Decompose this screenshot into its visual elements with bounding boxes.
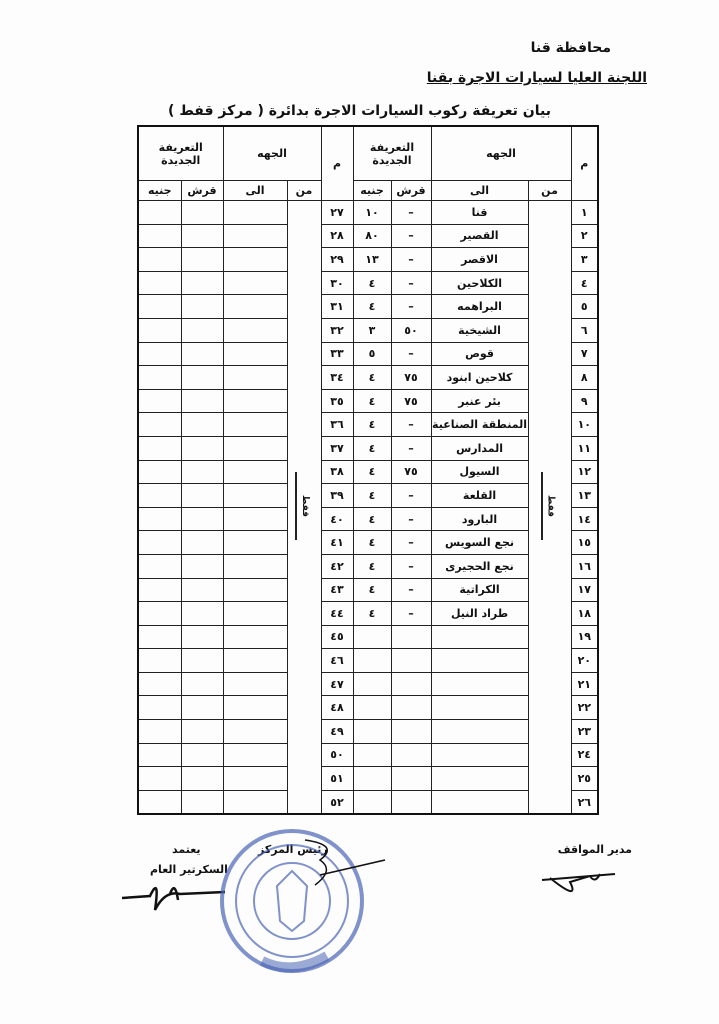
from-value-2: قفط — [295, 472, 313, 540]
pound-cell-2 — [138, 295, 181, 319]
col-direction-2: الجهه — [223, 126, 321, 181]
to-cell-2 — [223, 366, 287, 390]
from-cell-2 — [287, 201, 321, 815]
piaster-cell-2 — [181, 720, 223, 744]
piaster-cell: – — [391, 271, 431, 295]
pound-cell: ٣ — [353, 318, 391, 342]
to-cell: المنطقة الصناعية — [431, 413, 528, 437]
pound-cell: ٤ — [353, 554, 391, 578]
row-number: ١٦ — [571, 554, 598, 578]
row-number-2: ٤٢ — [321, 554, 353, 578]
col-to: الى — [431, 181, 528, 201]
row-number: ٢٥ — [571, 767, 598, 791]
col-pound: جنيه — [353, 181, 391, 201]
row-number: ٢٣ — [571, 720, 598, 744]
to-cell: القلعة — [431, 484, 528, 508]
to-cell-2 — [223, 413, 287, 437]
row-number-2: ٤٤ — [321, 602, 353, 626]
to-cell-2 — [223, 602, 287, 626]
piaster-cell-2 — [181, 224, 223, 248]
to-cell: طراد النيل — [431, 602, 528, 626]
to-cell-2 — [223, 720, 287, 744]
to-cell-2 — [223, 484, 287, 508]
piaster-cell-2 — [181, 743, 223, 767]
row-number-2: ٤٧ — [321, 672, 353, 696]
piaster-cell-2 — [181, 554, 223, 578]
pound-cell: ٤ — [353, 413, 391, 437]
piaster-cell-2 — [181, 790, 223, 814]
row-number: ١٢ — [571, 460, 598, 484]
row-number: ٩ — [571, 389, 598, 413]
pound-cell: ٤ — [353, 460, 391, 484]
piaster-cell: – — [391, 224, 431, 248]
row-number-2: ٥٠ — [321, 743, 353, 767]
to-cell: نجع الحجيرى — [431, 554, 528, 578]
from-cell — [528, 201, 571, 815]
row-number: ٢٢ — [571, 696, 598, 720]
to-cell-2 — [223, 625, 287, 649]
to-cell-2 — [223, 531, 287, 555]
to-cell-2 — [223, 790, 287, 814]
piaster-cell-2 — [181, 436, 223, 460]
row-number-2: ٣٢ — [321, 318, 353, 342]
piaster-cell-2 — [181, 271, 223, 295]
to-cell-2 — [223, 507, 287, 531]
piaster-cell-2 — [181, 366, 223, 390]
piaster-cell-2 — [181, 484, 223, 508]
row-number-2: ٥٢ — [321, 790, 353, 814]
piaster-cell-2 — [181, 318, 223, 342]
row-number: ١ — [571, 201, 598, 225]
pound-cell-2 — [138, 767, 181, 791]
row-number: ١٠ — [571, 413, 598, 437]
to-cell: السيول — [431, 460, 528, 484]
piaster-cell-2 — [181, 413, 223, 437]
pound-cell-2 — [138, 743, 181, 767]
to-cell — [431, 625, 528, 649]
pound-cell-2 — [138, 531, 181, 555]
pound-cell: ٤ — [353, 366, 391, 390]
col-fare-2: التعريفة الجديدة — [138, 126, 223, 181]
row-number: ٢١ — [571, 672, 598, 696]
piaster-cell: – — [391, 578, 431, 602]
piaster-cell-2 — [181, 389, 223, 413]
row-number: ٢٠ — [571, 649, 598, 673]
pound-cell-2 — [138, 696, 181, 720]
pound-cell-2 — [138, 790, 181, 814]
to-cell-2 — [223, 460, 287, 484]
pound-cell-2 — [138, 625, 181, 649]
col-fare: التعريفة الجديدة — [353, 126, 431, 181]
row-number: ١٤ — [571, 507, 598, 531]
to-cell-2 — [223, 248, 287, 272]
col-from: من — [528, 181, 571, 201]
row-number-2: ٣٣ — [321, 342, 353, 366]
to-cell: نجع السويس — [431, 531, 528, 555]
pound-cell: ٨٠ — [353, 224, 391, 248]
row-number-2: ٢٩ — [321, 248, 353, 272]
pound-cell-2 — [138, 554, 181, 578]
col-num: م — [571, 126, 598, 201]
piaster-cell: – — [391, 602, 431, 626]
piaster-cell-2 — [181, 767, 223, 791]
row-number: ١٥ — [571, 531, 598, 555]
piaster-cell: – — [391, 248, 431, 272]
piaster-cell-2 — [181, 248, 223, 272]
row-number-2: ٣٤ — [321, 366, 353, 390]
piaster-cell-2 — [181, 342, 223, 366]
piaster-cell-2 — [181, 602, 223, 626]
table-row — [138, 201, 598, 225]
to-cell-2 — [223, 436, 287, 460]
pound-cell-2 — [138, 389, 181, 413]
to-cell: المدارس — [431, 436, 528, 460]
row-number: ٣ — [571, 248, 598, 272]
piaster-cell — [391, 767, 431, 791]
piaster-cell — [391, 743, 431, 767]
col-piaster: قرش — [391, 181, 431, 201]
piaster-cell: – — [391, 554, 431, 578]
pound-cell — [353, 649, 391, 673]
pound-cell-2 — [138, 318, 181, 342]
to-cell — [431, 649, 528, 673]
pound-cell-2 — [138, 507, 181, 531]
pound-cell: ٤ — [353, 578, 391, 602]
fare-table — [137, 125, 599, 815]
pound-cell-2 — [138, 248, 181, 272]
to-cell-2 — [223, 201, 287, 225]
secretary-general-label: السكرتير العام — [150, 863, 228, 876]
row-number: ٢٦ — [571, 790, 598, 814]
to-cell-2 — [223, 672, 287, 696]
piaster-cell-2 — [181, 460, 223, 484]
pound-cell — [353, 720, 391, 744]
center-head-label: رئيس المركز — [258, 843, 328, 856]
pound-cell — [353, 743, 391, 767]
piaster-cell — [391, 672, 431, 696]
pound-cell-2 — [138, 460, 181, 484]
pound-cell-2 — [138, 578, 181, 602]
to-cell — [431, 696, 528, 720]
pound-cell: ٤ — [353, 602, 391, 626]
col-to-2: الى — [223, 181, 287, 201]
row-number-2: ٣٧ — [321, 436, 353, 460]
pound-cell: ٤ — [353, 436, 391, 460]
pound-cell-2 — [138, 484, 181, 508]
pound-cell: ٤ — [353, 531, 391, 555]
piaster-cell-2 — [181, 625, 223, 649]
pound-cell — [353, 767, 391, 791]
pound-cell-2 — [138, 271, 181, 295]
piaster-cell: – — [391, 295, 431, 319]
col-piaster-2: قرش — [181, 181, 223, 201]
piaster-cell: – — [391, 413, 431, 437]
row-number-2: ٤٩ — [321, 720, 353, 744]
row-number: ٥ — [571, 295, 598, 319]
row-number-2: ٢٧ — [321, 201, 353, 225]
pound-cell — [353, 625, 391, 649]
pound-cell-2 — [138, 436, 181, 460]
to-cell-2 — [223, 342, 287, 366]
to-cell: القصير — [431, 224, 528, 248]
to-cell-2 — [223, 318, 287, 342]
pound-cell: ٤ — [353, 507, 391, 531]
to-cell-2 — [223, 578, 287, 602]
pound-cell: ٤ — [353, 484, 391, 508]
piaster-cell — [391, 696, 431, 720]
to-cell-2 — [223, 271, 287, 295]
row-number: ٢٤ — [571, 743, 598, 767]
piaster-cell: ٥٠ — [391, 318, 431, 342]
pound-cell: ١٠ — [353, 201, 391, 225]
row-number: ٤ — [571, 271, 598, 295]
pound-cell-2 — [138, 366, 181, 390]
pound-cell-2 — [138, 602, 181, 626]
piaster-cell — [391, 720, 431, 744]
pound-cell: ٤ — [353, 389, 391, 413]
piaster-cell: ٧٥ — [391, 366, 431, 390]
row-number-2: ٣١ — [321, 295, 353, 319]
piaster-cell-2 — [181, 507, 223, 531]
piaster-cell: – — [391, 531, 431, 555]
row-number-2: ٣٩ — [321, 484, 353, 508]
col-from-2: من — [287, 181, 321, 201]
row-number-2: ٤٣ — [321, 578, 353, 602]
piaster-cell-2 — [181, 672, 223, 696]
row-number: ٢ — [571, 224, 598, 248]
committee-title: اللجنة العليا لسيارات الاجرة بقنا — [426, 70, 647, 86]
col-pound-2: جنيه — [138, 181, 181, 201]
to-cell: الشيخية — [431, 318, 528, 342]
col-num-2: م — [321, 126, 353, 201]
row-number: ٨ — [571, 366, 598, 390]
row-number: ٦ — [571, 318, 598, 342]
document-title: بيان تعريفة ركوب السيارات الاجرة بدائرة ( مركز قفط ) — [168, 103, 551, 119]
approved-label: يعتمد — [172, 843, 201, 856]
to-cell: البراهمه — [431, 295, 528, 319]
to-cell: كلاحين ابنود — [431, 366, 528, 390]
row-number-2: ٣٠ — [321, 271, 353, 295]
piaster-cell — [391, 625, 431, 649]
row-number-2: ٣٦ — [321, 413, 353, 437]
piaster-cell: ٧٥ — [391, 389, 431, 413]
to-cell — [431, 720, 528, 744]
row-number: ١١ — [571, 436, 598, 460]
row-number: ١٨ — [571, 602, 598, 626]
row-number-2: ٣٥ — [321, 389, 353, 413]
to-cell — [431, 743, 528, 767]
to-cell: قوص — [431, 342, 528, 366]
to-cell: بئر عنبر — [431, 389, 528, 413]
to-cell-2 — [223, 295, 287, 319]
row-number-2: ٢٨ — [321, 224, 353, 248]
piaster-cell-2 — [181, 578, 223, 602]
parking-manager-signature — [540, 862, 620, 902]
row-number-2: ٤٦ — [321, 649, 353, 673]
piaster-cell: – — [391, 507, 431, 531]
piaster-cell: – — [391, 436, 431, 460]
to-cell-2 — [223, 696, 287, 720]
to-cell-2 — [223, 743, 287, 767]
pound-cell: ١٣ — [353, 248, 391, 272]
pound-cell-2 — [138, 720, 181, 744]
center-head-signature — [300, 835, 390, 895]
pound-cell — [353, 672, 391, 696]
row-number-2: ٤٠ — [321, 507, 353, 531]
piaster-cell-2 — [181, 696, 223, 720]
row-number-2: ٤١ — [321, 531, 353, 555]
piaster-cell-2 — [181, 649, 223, 673]
pound-cell-2 — [138, 342, 181, 366]
to-cell — [431, 672, 528, 696]
to-cell-2 — [223, 767, 287, 791]
piaster-cell-2 — [181, 531, 223, 555]
to-cell-2 — [223, 554, 287, 578]
pound-cell-2 — [138, 201, 181, 225]
pound-cell: ٤ — [353, 271, 391, 295]
piaster-cell-2 — [181, 201, 223, 225]
to-cell: قنا — [431, 201, 528, 225]
to-cell: البارود — [431, 507, 528, 531]
row-number: ١٩ — [571, 625, 598, 649]
row-number-2: ٣٨ — [321, 460, 353, 484]
to-cell: الكراتية — [431, 578, 528, 602]
pound-cell — [353, 696, 391, 720]
piaster-cell — [391, 790, 431, 814]
pound-cell: ٥ — [353, 342, 391, 366]
to-cell — [431, 767, 528, 791]
row-number: ١٣ — [571, 484, 598, 508]
piaster-cell: – — [391, 342, 431, 366]
to-cell: الاقصر — [431, 248, 528, 272]
piaster-cell: ٧٥ — [391, 460, 431, 484]
row-number-2: ٥١ — [321, 767, 353, 791]
pound-cell-2 — [138, 413, 181, 437]
row-number-2: ٤٨ — [321, 696, 353, 720]
to-cell — [431, 790, 528, 814]
piaster-cell: – — [391, 201, 431, 225]
col-direction: الجهه — [431, 126, 571, 181]
pound-cell-2 — [138, 649, 181, 673]
piaster-cell — [391, 649, 431, 673]
from-value: قفط — [541, 472, 559, 540]
row-number: ٧ — [571, 342, 598, 366]
pound-cell — [353, 790, 391, 814]
to-cell-2 — [223, 389, 287, 413]
governorate-title: محافظة قنا — [530, 40, 611, 56]
piaster-cell-2 — [181, 295, 223, 319]
row-number: ١٧ — [571, 578, 598, 602]
piaster-cell: – — [391, 484, 431, 508]
to-cell: الكلاحين — [431, 271, 528, 295]
row-number-2: ٤٥ — [321, 625, 353, 649]
to-cell-2 — [223, 224, 287, 248]
parking-manager-label: مدير المواقف — [557, 843, 632, 856]
pound-cell-2 — [138, 224, 181, 248]
pound-cell: ٤ — [353, 295, 391, 319]
to-cell-2 — [223, 649, 287, 673]
pound-cell-2 — [138, 672, 181, 696]
